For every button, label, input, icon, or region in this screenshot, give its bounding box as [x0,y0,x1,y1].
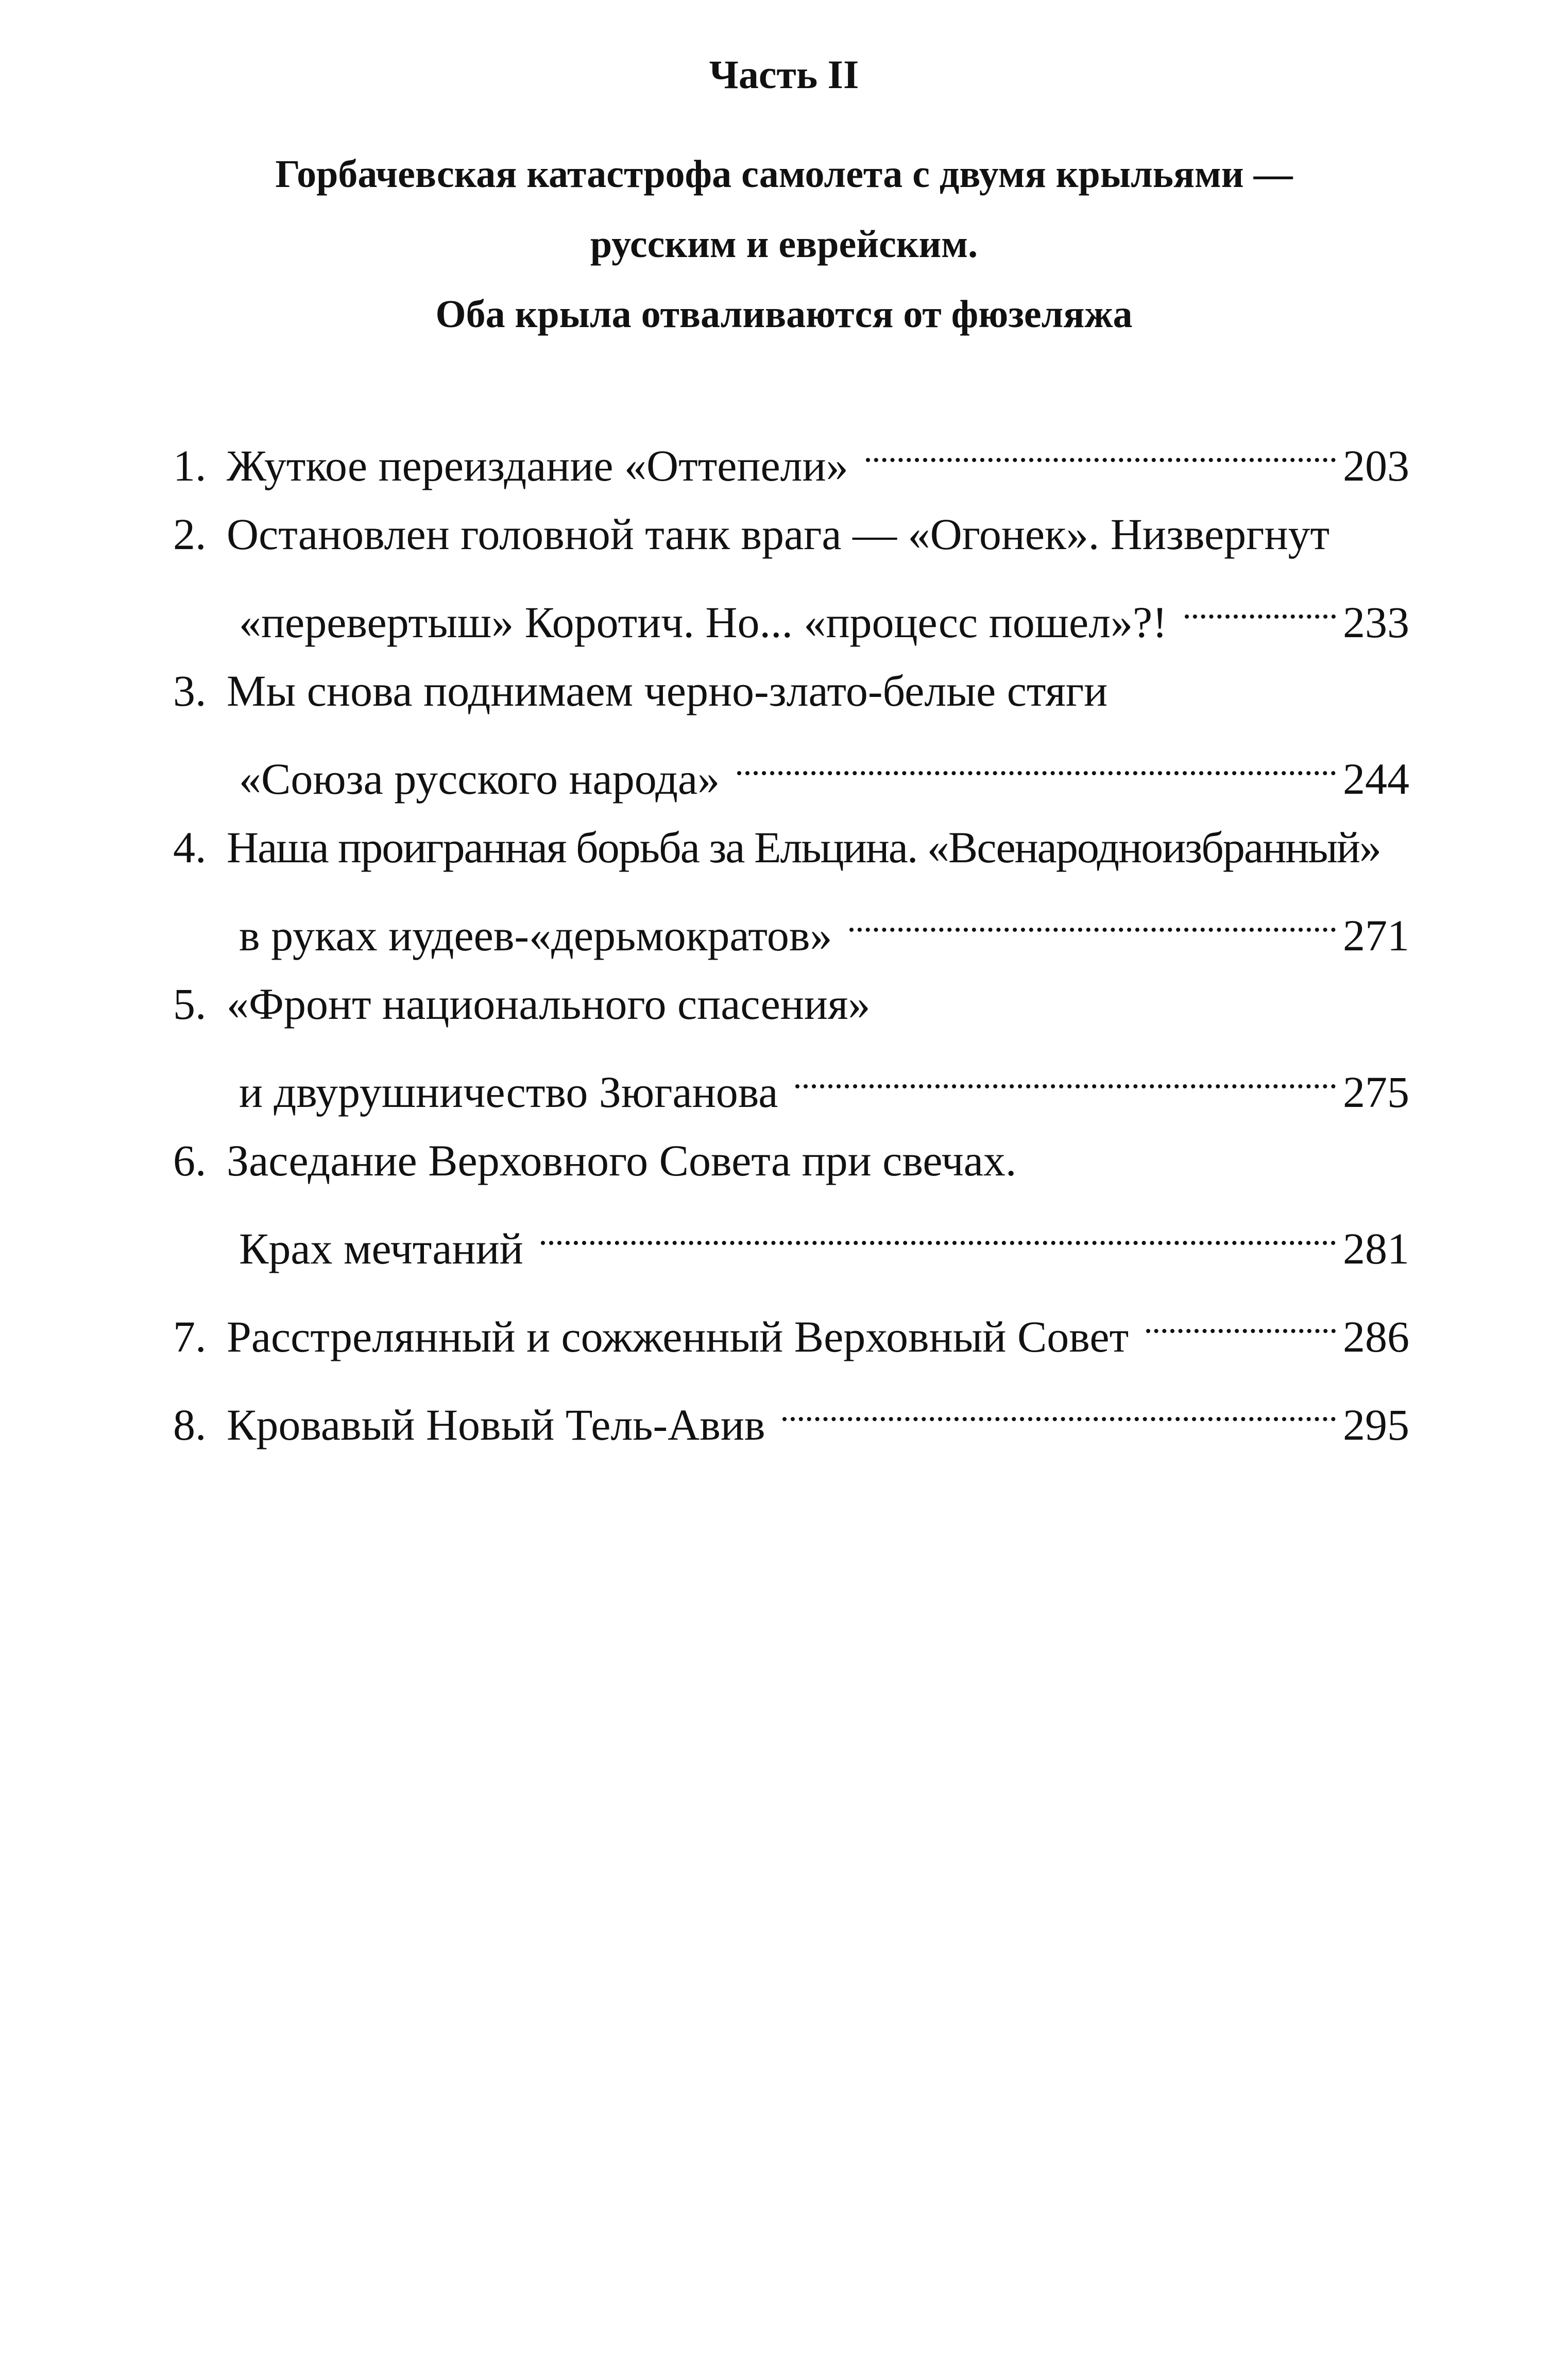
toc-entry-5 [173,970,1409,1127]
toc-entry-number: 7. [173,1312,207,1361]
dot-leader [849,882,1336,950]
toc-entry-number: 4. [173,823,207,872]
dot-leader [782,1371,1336,1440]
toc-entry-title-continued: в руках иудеев-«дерьмократов» [239,911,832,960]
toc-entry-title: «Фронт национального спасения» [227,979,871,1029]
toc-entry-title: Кровавый Новый Тель-Авив [227,1400,765,1449]
subtitle-line-1: Горбачевская катастрофа самолета с двумя крыльями — [275,152,1293,196]
toc-entry-page: 295 [1343,1400,1409,1449]
toc-entry-number: 3. [173,666,207,715]
dot-leader [737,725,1336,794]
toc-entry-title-continued: «Союза русского народа» [239,754,720,804]
toc-entry-page: 203 [1343,441,1409,490]
toc-entry-2 [173,500,1409,657]
toc-entry-page: 286 [1343,1312,1409,1361]
toc-entry-page: 233 [1343,598,1409,647]
toc-entry-number: 2. [173,509,207,559]
toc-entry-title: Расстрелянный и сожженный Верховный Совет [227,1312,1129,1361]
part-subtitle [155,139,1413,349]
toc-entry-title: Жуткое переиздание «Оттепели» [227,441,848,490]
toc-entry-number: 1. [173,441,207,490]
table-of-contents [173,412,1409,1459]
toc-entry-title: Мы снова поднимаем черно-злато-белые стяги [227,666,1108,715]
dot-leader [541,1195,1336,1264]
toc-entry-title: Остановлен головной танк врага — «Огонек». Низвергнут [227,509,1330,559]
toc-entry-3 [173,657,1409,813]
subtitle-line-3: Оба крыла отваливаются от фюзеляжа [435,293,1133,336]
toc-entry-title: Заседание Верховного Совета при свечах. [227,1136,1017,1185]
dot-leader [866,412,1336,481]
toc-entry-page: 281 [1343,1224,1409,1273]
toc-entry-1 [173,412,1409,500]
toc-entry-page: 271 [1343,911,1409,960]
toc-entry-number: 5. [173,979,207,1029]
subtitle-line-2: русским и еврейским. [590,223,978,266]
dot-leader [795,1038,1336,1107]
toc-entry-4 [173,813,1409,970]
part-title: Часть II [709,52,859,97]
toc-entry-number: 8. [173,1400,207,1449]
toc-entry-8 [173,1371,1409,1459]
toc-entry-title: Наша проигранная борьба за Ельцина. «Всенародноизбранный» [227,823,1380,872]
toc-entry-page: 244 [1343,754,1409,804]
toc-entry-title-continued: и двурушничество Зюганова [239,1067,778,1117]
toc-entry-7 [173,1283,1409,1371]
toc-entry-number: 6. [173,1136,207,1185]
dot-leader [1146,1283,1336,1352]
toc-entry-6 [173,1127,1409,1283]
dot-leader [1185,569,1336,637]
toc-entry-title-continued: Крах мечтаний [239,1224,523,1273]
toc-entry-page: 275 [1343,1067,1409,1117]
toc-entry-title-continued: «перевертыш» Коротич. Но... «процесс пошел»?! [239,598,1167,647]
